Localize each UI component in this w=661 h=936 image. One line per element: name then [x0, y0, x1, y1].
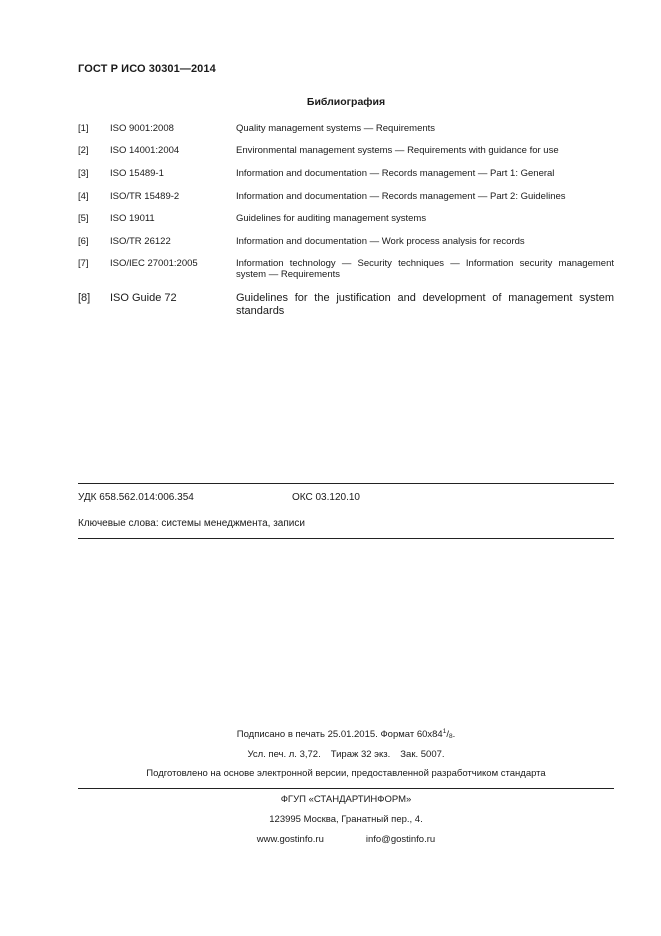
- order-number: Зак. 5007.: [400, 749, 445, 760]
- email-link[interactable]: info@gostinfo.ru: [365, 834, 436, 845]
- website-link[interactable]: www.gostinfo.ru: [256, 834, 324, 845]
- entry-code: ISO 15489-1: [110, 168, 164, 179]
- keywords-line: Ключевые слова: системы менеджмента, записи: [78, 518, 305, 529]
- imprint-signed-line: Подписано в печать 25.01.2015. Формат $60х84^1/8$.: [236, 728, 456, 740]
- entry-code: ISO 9001:2008: [110, 123, 174, 134]
- circulation: Тираж 32 экз.: [330, 749, 391, 760]
- entry-number: [1]: [78, 123, 89, 134]
- entry-title: Information technology — Security techniques — Information security management system — Requirements: [236, 258, 614, 280]
- entry-number: [2]: [78, 145, 89, 156]
- entry-number: [8]: [78, 292, 91, 304]
- entry-number: [3]: [78, 168, 89, 179]
- format-denominator: 8: [448, 733, 453, 740]
- imprint-divider: [78, 788, 614, 789]
- publisher-address: 123995 Москва, Гранатный пер., 4.: [269, 814, 423, 825]
- entry-title: Information and documentation — Records management — Part 1: General: [236, 168, 555, 179]
- entry-code: ISO 19011: [110, 213, 155, 224]
- signed-text: Подписано в печать 25.01.2015. Формат 60х84: [236, 729, 443, 740]
- entry-title: Guidelines for auditing management systems: [236, 213, 427, 224]
- imprint-print-details: [78, 749, 614, 760]
- prepared-note: Подготовлено на основе электронной версии, предоставленной разработчиком стандарта: [146, 768, 546, 779]
- entry-title: Quality management systems — Requirements: [236, 123, 436, 134]
- entry-code: ISO Guide 72: [110, 292, 177, 304]
- entry-number: [5]: [78, 213, 89, 224]
- entry-title: Environmental management systems — Requirements with guidance for use: [236, 145, 559, 156]
- udk-code: УДК 658.562.014:006.354: [78, 492, 194, 503]
- format-numerator: 1: [442, 728, 447, 735]
- entry-title: Information and documentation — Work process analysis for records: [236, 236, 525, 247]
- entry-title: Information and documentation — Records management — Part 2: Guidelines: [236, 191, 566, 202]
- entry-number: [4]: [78, 191, 89, 202]
- entry-number: [6]: [78, 236, 89, 247]
- entry-code: ISO/TR 15489-2: [110, 191, 180, 202]
- entry-code: ISO/IEC 27001:2005: [110, 258, 198, 269]
- entry-number: [7]: [78, 258, 89, 269]
- publisher-contacts: [78, 834, 614, 845]
- publisher-name: ФГУП «СТАНДАРТИНФОРМ»: [280, 794, 412, 805]
- entry-code: ISO/TR 26122: [110, 236, 171, 247]
- section-divider: [78, 483, 614, 484]
- oks-code: ОКС 03.120.10: [292, 492, 360, 503]
- entry-code: ISO 14001:2004: [110, 145, 180, 156]
- entry-title: Guidelines for the justification and development of management system standards: [236, 292, 614, 317]
- bibliography-title: Библиография: [306, 96, 386, 108]
- page-header-standard-code: ГОСТ Р ИСО 30301—2014: [78, 63, 216, 75]
- print-sheets: Усл. печ. л. 3,72.: [247, 749, 321, 760]
- signed-suffix: .: [452, 729, 456, 740]
- section-divider: [78, 538, 614, 539]
